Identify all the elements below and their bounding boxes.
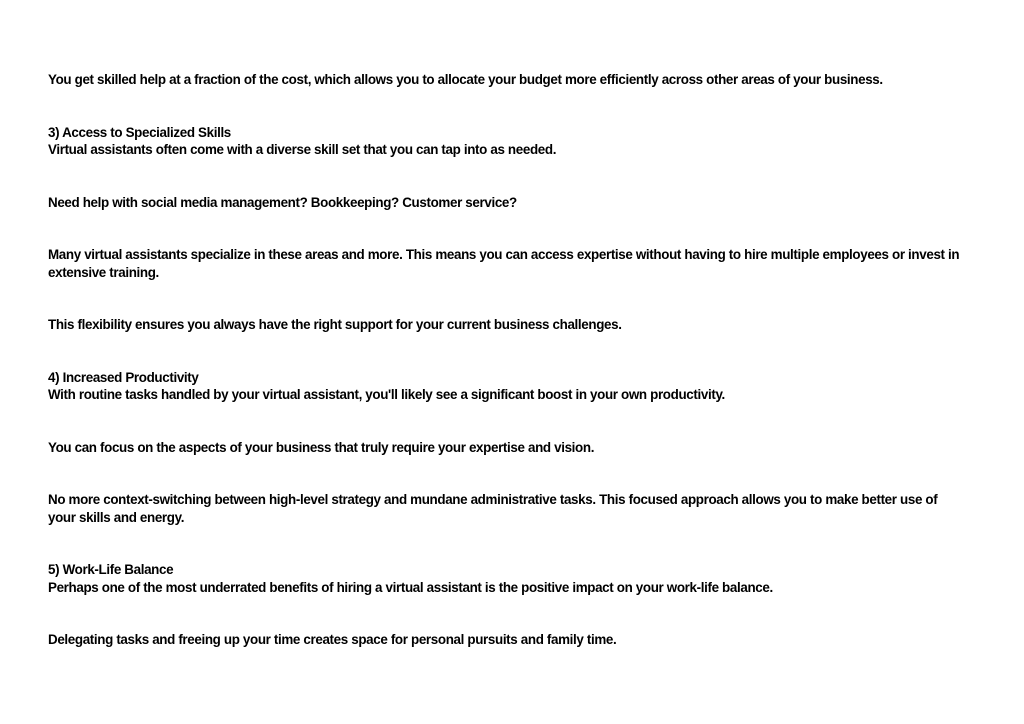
section-heading: 4) Increased Productivity bbox=[48, 369, 199, 385]
section-heading: 3) Access to Specialized Skills bbox=[48, 124, 231, 140]
paragraph-text: You get skilled help at a fraction of the cost, which allows you to allocate your budget more efficiently across other areas of your business. bbox=[48, 72, 883, 87]
paragraph-text: Delegating tasks and freeing up your time creates space for personal pursuits and family time. bbox=[48, 632, 617, 647]
section-heading: 5) Work-Life Balance bbox=[48, 562, 174, 577]
paragraph-text: Need help with social media management? Bookkeeping? Customer service? bbox=[48, 194, 517, 210]
paragraph-context-switching bbox=[48, 491, 968, 526]
paragraph-cost-savings bbox=[48, 71, 968, 89]
paragraph-text: Perhaps one of the most underrated benefits of hiring a virtual assistant is the positive impact on your work-life balance. bbox=[48, 579, 773, 595]
paragraph-text: This flexibility ensures you always have the right support for your current business challenges. bbox=[48, 317, 622, 332]
paragraph-help-questions bbox=[48, 194, 968, 212]
paragraph-delegating bbox=[48, 631, 968, 649]
paragraph-text: You can focus on the aspects of your business that truly require your expertise and vision. bbox=[48, 439, 595, 455]
paragraph-text: Virtual assistants often come with a diverse skill set that you can tap into as needed. bbox=[48, 142, 557, 157]
paragraph-text: No more context-switching between high-level strategy and mundane administrative tasks. This focused approach allows you to make better use of your skills and energy. bbox=[48, 492, 938, 525]
section-specialized-skills bbox=[48, 124, 968, 159]
document-page bbox=[48, 71, 968, 649]
paragraph-flexibility bbox=[48, 316, 968, 334]
section-work-life-balance bbox=[48, 561, 968, 596]
paragraph-text: Many virtual assistants specialize in these areas and more. This means you can access expertise without having to hire multiple employees or invest in extensive training. bbox=[48, 247, 960, 280]
section-increased-productivity bbox=[48, 369, 968, 404]
paragraph-focus bbox=[48, 439, 968, 457]
paragraph-text: With routine tasks handled by your virtual assistant, you'll likely see a significant boost in your own productivity. bbox=[48, 387, 725, 402]
paragraph-expertise bbox=[48, 246, 968, 281]
